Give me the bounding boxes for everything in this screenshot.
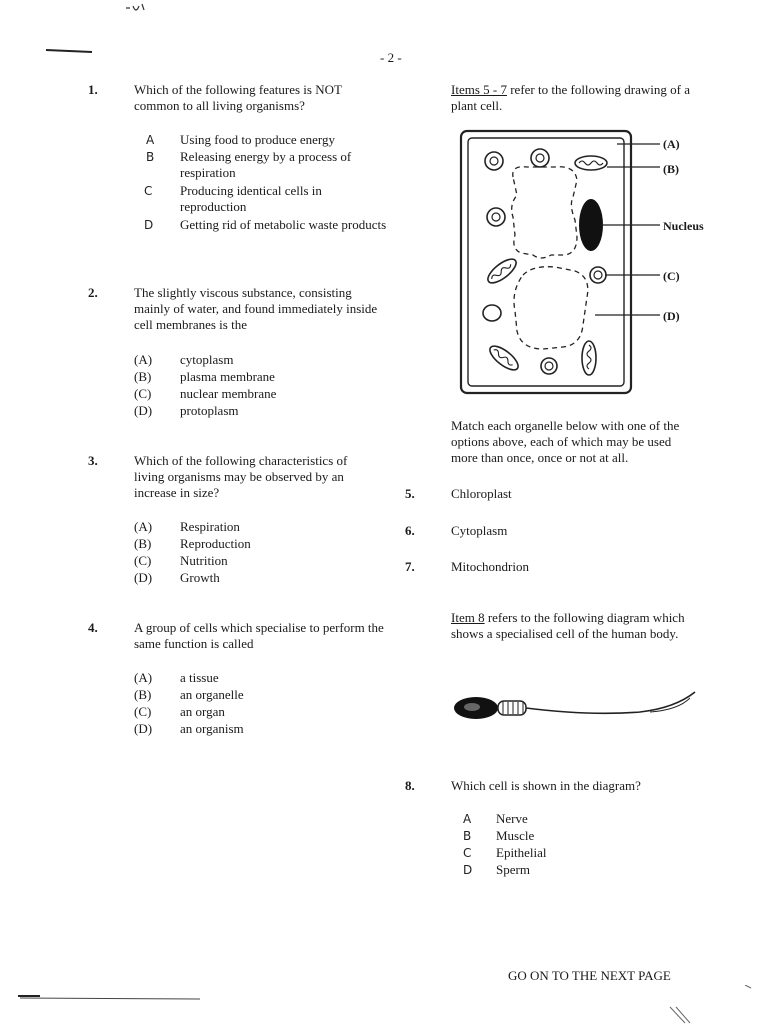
option-label: B: [146, 150, 155, 164]
option-label: C: [463, 846, 472, 860]
option-text: Growth: [180, 570, 220, 585]
question-text: Which of the following features is NOT common to all living organisms?: [134, 82, 342, 113]
question-number: 8.: [405, 778, 415, 793]
option-label: D: [463, 863, 473, 877]
option-label: C: [144, 184, 153, 198]
items-reference: [451, 82, 706, 114]
sperm-cell-diagram: [450, 688, 705, 733]
option-text: Producing identical cells in reproduction: [180, 183, 322, 214]
option-text: Respiration: [180, 519, 240, 534]
option-text: cytoplasm: [180, 352, 234, 367]
option-text: Getting rid of metabolic waste products: [180, 217, 387, 232]
cell-label-b: (B): [663, 162, 679, 176]
question-text: A group of cells which specialise to perform the same function is called: [134, 620, 384, 651]
question-text: Which cell is shown in the diagram?: [451, 778, 641, 793]
item-8-reference-label: Item 8: [451, 610, 485, 625]
option-label: A: [146, 133, 155, 147]
question-number: 2.: [88, 285, 98, 300]
option-label: (A): [134, 519, 153, 534]
option-text: Nutrition: [180, 553, 228, 568]
match-instruction: Match each organelle below with one of the options above, each of which may be used more than once, once or not at all.: [451, 418, 680, 465]
option-text: Nerve: [496, 811, 528, 826]
option-text: a tissue: [180, 670, 219, 685]
option-label: (A): [134, 352, 153, 367]
page-number: - 2 -: [380, 50, 402, 65]
question-number: 3.: [88, 453, 98, 468]
option-text: an organism: [180, 721, 244, 736]
question-number: 6.: [405, 523, 415, 538]
option-label: D: [144, 218, 154, 232]
option-text: nuclear membrane: [180, 386, 277, 401]
option-label: (C): [134, 704, 152, 719]
question-number: 4.: [88, 620, 98, 635]
option-label: B: [463, 829, 472, 843]
question-text[interactable]: Cytoplasm: [451, 523, 508, 538]
question-number: 5.: [405, 486, 415, 501]
option-text: plasma membrane: [180, 369, 275, 384]
option-label: (A): [134, 670, 153, 685]
question-number: 7.: [405, 559, 415, 574]
question-number: 1.: [88, 82, 98, 97]
item-8-reference: [451, 610, 701, 642]
option-text: an organelle: [180, 687, 244, 702]
option-text: protoplasm: [180, 403, 239, 418]
option-label: (D): [134, 403, 153, 418]
option-text: Epithelial: [496, 845, 547, 860]
cell-label-c: (C): [663, 269, 680, 283]
option-text: Reproduction: [180, 536, 251, 551]
question-text[interactable]: Mitochondrion: [451, 559, 529, 574]
option-text: Muscle: [496, 828, 535, 843]
items-reference-label: Items 5 - 7: [451, 82, 507, 97]
option-label: A: [463, 812, 472, 826]
top-scribble-decoration: [40, 0, 160, 60]
question-text: Which of the following characteristics of living organisms may be observed by an increase in size?: [134, 453, 348, 500]
option-label: (C): [134, 553, 152, 568]
cell-label-d: (D): [663, 309, 680, 323]
option-text: Sperm: [496, 862, 530, 877]
option-text: an organ: [180, 704, 225, 719]
option-label: (B): [134, 687, 152, 702]
question-text: The slightly viscous substance, consisting mainly of water, and found immediately inside cell membranes is the: [134, 285, 378, 332]
items-reference-text: refer to the following drawing of a plant cell.: [451, 82, 690, 113]
cell-label-nucleus: Nucleus: [663, 219, 704, 233]
option-label: (C): [134, 386, 152, 401]
option-label: (D): [134, 570, 153, 585]
option-label: (B): [134, 369, 152, 384]
question-text[interactable]: Chloroplast: [451, 486, 512, 501]
footer-next-page: GO ON TO THE NEXT PAGE: [508, 968, 671, 983]
bottom-scan-lines: [10, 985, 760, 1024]
item-8-reference-text: refers to the following diagram which shows a specialised cell of the human body.: [451, 610, 685, 641]
option-text: Releasing energy by a process of respiration: [180, 149, 352, 180]
cell-label-a: (A): [663, 137, 680, 151]
option-label: (D): [134, 721, 153, 736]
option-label: (B): [134, 536, 152, 551]
option-text: Using food to produce energy: [180, 132, 336, 147]
